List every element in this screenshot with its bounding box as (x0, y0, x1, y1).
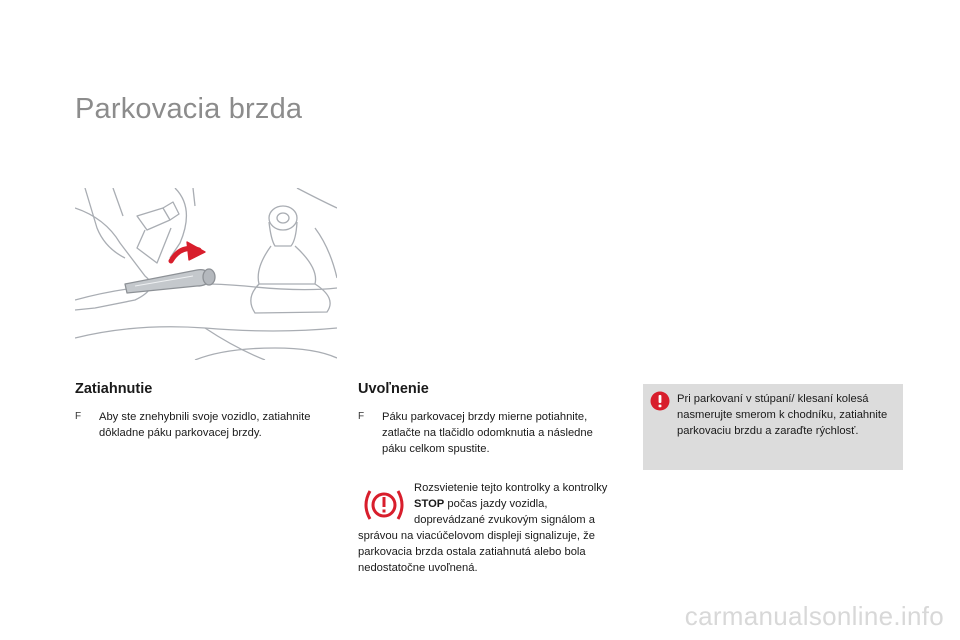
release-bullet (358, 409, 620, 457)
note-text-start: Rozsvietenie tejto kontrolky a kontrolky (414, 482, 608, 494)
bullet-arrow-icon: F (358, 411, 365, 422)
release-section (358, 381, 620, 457)
apply-bullet (75, 409, 337, 441)
apply-heading: Zatiahnutie (75, 381, 153, 397)
parking-brake-illustration (75, 188, 337, 360)
release-heading: Uvoľnenie (358, 381, 429, 397)
brake-warning-icon (358, 485, 410, 525)
note-text-stop: STOP (414, 498, 445, 510)
apply-text: Aby ste znehybnili svoje vozidlo, zatiahnite dôkladne páku parkovacej brzdy. (99, 411, 311, 439)
parking-tip-box (643, 384, 903, 470)
note-text-end: počas jazdy vozidla, doprevádzané zvukovým signálom a správou na viacúčelovom displeji signalizuje, že parkovacia brzda ostala zatiahnutá alebo bola nedostatočne uvoľnená. (358, 498, 595, 574)
page-title: Parkovacia brzda (75, 93, 303, 125)
warning-note (358, 480, 620, 576)
apply-section (75, 381, 337, 441)
bullet-arrow-icon: F (75, 411, 82, 422)
tip-text: Pri parkovaní v stúpaní/ klesaní kolesá nasmerujte smerom k chodníku, zatiahnite parkovaciu brzdu a zaraďte rýchlosť. (677, 393, 888, 437)
watermark: carmanualsonline.info (684, 601, 944, 631)
exclamation-icon (650, 391, 670, 411)
release-text: Páku parkovacej brzdy mierne potiahnite, zatlačte na tlačidlo odomknutia a následne páku celkom spustite. (382, 411, 593, 455)
